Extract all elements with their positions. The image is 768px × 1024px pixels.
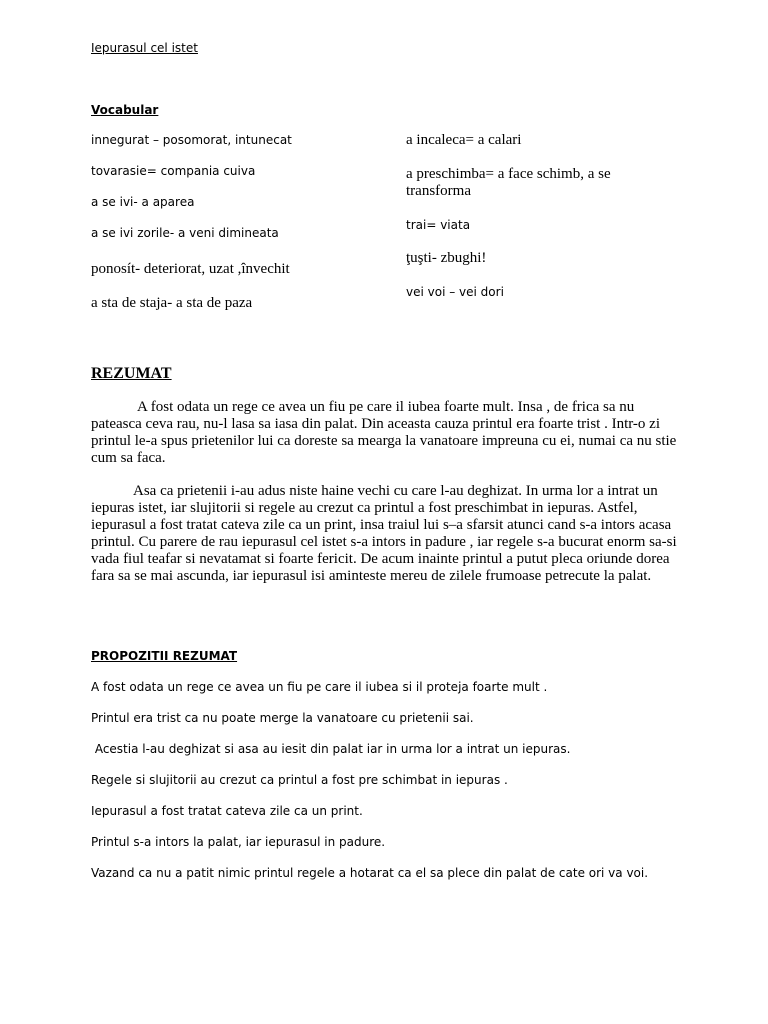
vocab-right-item: a incaleca= a calari [406,132,522,148]
vocabular-heading: Vocabular [91,103,159,117]
vocab-left-item: a se ivi- a aparea [91,195,195,209]
vocab-right-item: a preschimba= a face schimb, a se transforma [406,166,611,199]
vocab-right-item: ţuşti- zbughi! [406,250,487,266]
rezumat-paragraph: A fost odata un rege ce avea un fiu pe care il iubea foarte mult. Insa , de frica sa nu pateasca ceva rau, nu-l lasa sa iasa din palat. Din aceasta cauza printul era foarte trist . Intr-o zi printul le-a spus prietenilor lui ca doreste sa mearga la vanatoare impreuna cu ei, numai ca nu stie cum sa faca. [91,399,677,466]
vocab-left-item: ponosít- deteriorat, uzat ,învechit [91,261,290,277]
vocab-left-item: a sta de staja- a sta de paza [91,295,253,311]
propozitie-item: Acestia l-au deghizat si asa au iesit din palat iar in urma lor a intrat un iepuras. [91,742,571,756]
rezumat-paragraph: Asa ca prietenii i-au adus niste haine vechi cu care l-au deghizat. In urma lor a intrat un iepuras istet, iar slujitorii si regele au crezut ca printul a fost preschimbat in iepuras. Astfel, iepurasul a fost tratat cateva zile ca un print, insa traiul lui s–a sfarsit atunci cand s-a intors acasa printul. Cu parere de rau iepurasul cel istet s-a intors in padure , iar regele s-a bucurat enorm sa-si vada fiul teafar si nevatamat si foarte fericit. De acum inainte printul a putut pleca oriunde dorea fara sa se mai ascunda, iar iepurasul isi aminteste mereu de zilele frumoase petrecute la palat. [91,483,677,584]
propozitie-item: Printul s-a intors la palat, iar iepurasul in padure. [91,835,386,849]
document-title: Iepurasul cel istet [91,41,198,55]
propozitii-heading: PROPOZITII REZUMAT [91,649,238,663]
vocab-right-item: trai= viata [406,218,471,232]
propozitie-item: Vazand ca nu a patit nimic printul regele a hotarat ca el sa plece din palat de cate ori va voi. [91,866,649,880]
vocab-left-item: innegurat – posomorat, intunecat [91,133,292,147]
propozitie-item: Regele si slujitorii au crezut ca printul a fost pre schimbat in iepuras . [91,773,508,787]
vocab-left-item: tovarasie= compania cuiva [91,164,256,178]
propozitie-item: Iepurasul a fost tratat cateva zile ca un print. [91,804,363,818]
rezumat-heading: REZUMAT [91,365,172,382]
propozitie-item: A fost odata un rege ce avea un fiu pe care il iubea si il proteja foarte mult . [91,680,548,694]
vocab-right-item: vei voi – vei dori [406,285,504,299]
propozitie-item: Printul era trist ca nu poate merge la vanatoare cu prietenii sai. [91,711,474,725]
vocab-left-item: a se ivi zorile- a veni dimineata [91,226,279,240]
